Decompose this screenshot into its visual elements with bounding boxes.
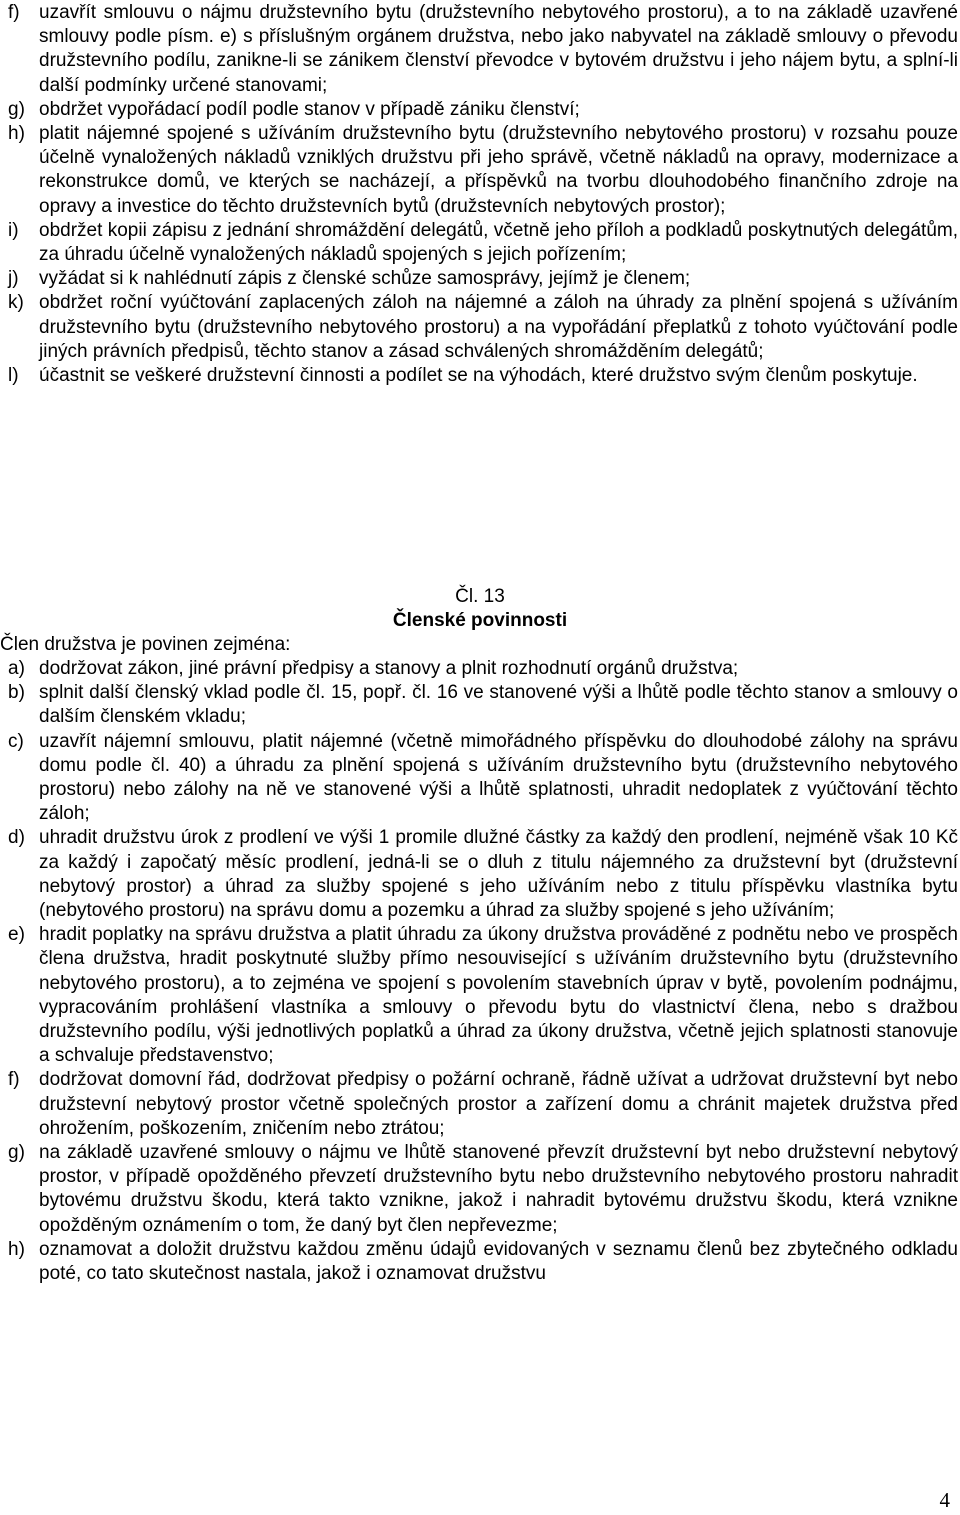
duties-list [0,657,958,1286]
list-item [0,1,958,98]
list-marker: g) [8,98,25,120]
list-marker: e) [8,924,25,946]
list-item-text: platit nájemné spojené s užíváním družstevního bytu (družstevního nebytového prostoru) v rozsahu pouze účelně vynaložených nákladů vzniklých družstvu při jeho správě, včetně nákladů na opravy, modernizace a rekonstrukce domů, ve kterých se nacházejí, a příspěvků na tvorbu dlouhodobého finančního zdroje na opravy a investice do těchto družstevních bytů (družstevních nebytových prostor); [39,123,958,217]
list-marker: g) [8,1142,25,1164]
article-number: Čl. 13 [455,586,505,607]
list-item [0,826,958,923]
list-item-text: oznamovat a doložit družstvu každou změnu údajů evidovaných v seznamu členů bez zbytečného odkladu poté, co tato skutečnost nastala, jakož i oznamovat družstvu [39,1238,958,1285]
list-marker: d) [8,827,25,849]
article-title: Členské povinnosti [392,610,568,631]
list-item-text: uzavřít smlouvu o nájmu družstevního bytu (družstevního nebytového prostoru), a to na základě uzavřené smlouvy podle písm. e) s příslušným orgánem družstva, nebo jako nabyvatel na základě smlouvy o převodu družstevního podílu, zanikne-li se zánikem členství převodce v bytovém družstvu i jeho nájem bytu, a splní-li další podmínky určené stanovami; [39,2,958,96]
list-item-text: obdržet roční vyúčtování zaplacených záloh na nájemné a záloh na úhrady za plnění spojená s užíváním družstevního bytu (družstevního nebytového prostoru) a na vypořádání přeplatků z tohoto vyúčtování podle jiných právních předpisů, těchto stanov a zásad schválených shromážděním delegátů; [39,292,958,362]
list-item [0,1238,958,1286]
list-item [0,1141,958,1238]
list-item [0,364,958,388]
list-item-text: obdržet vypořádací podíl podle stanov v případě zániku členství; [39,98,580,120]
list-item-text: splnit další členský vklad podle čl. 15, popř. čl. 16 ve stanovené výši a lhůtě podle těchto stanov a smlouvy o dalším členském vkladu; [39,682,958,728]
list-item-text: uzavřít nájemní smlouvu, platit nájemné (včetně mimořádného příspěvku do dlouhodobé zálohy na správu domu podle čl. 40) a úhradu za plnění spojená s užíváním družstevního bytu (družstevního nebytového prostoru) nebo zálohy na ně ve stanovené výši a lhůtě splatnosti, uhradit nedoplatek z vyúčtování těchto záloh; [39,730,958,825]
list-marker: h) [8,1238,25,1260]
list-item [0,219,958,267]
list-item [0,267,958,291]
list-item [0,657,958,681]
list-marker: j) [8,268,19,290]
list-item [0,730,958,827]
list-marker: c) [8,730,24,752]
list-item [0,98,958,122]
list-item [0,923,958,1068]
list-marker: b) [8,682,25,704]
article-intro: Člen družstva je povinen zejména: [0,634,291,655]
list-marker: i) [8,219,19,241]
list-item-text: vyžádat si k nahlédnutí zápis z členské schůze samosprávy, jejímž je členem; [39,268,691,290]
list-marker: k) [8,292,24,314]
rights-list [0,1,958,388]
list-marker: f) [8,2,20,23]
list-item-text: uhradit družstvu úrok z prodlení ve výši 1 promile dlužné částky za každý den prodlení, nejméně však 10 Kč za každý i započatý měsíc prodlení, jedná-li se o dluh z titulu nájemného za družstevní byt (družstevní nebytový prostor) a úhrad za služby spojené s jeho užíváním nebo z titulu příspěvku vlastníka bytu (nebytového prostoru) na správu domu a pozemku a úhrad za služby spojené s jeho užíváním; [39,827,958,922]
list-item-text: na základě uzavřené smlouvy o nájmu ve lhůtě stanovené převzít družstevní byt nebo družstevní nebytový prostor, v případě opožděného převzetí družstevního bytu nebo družstevního nebytového prostoru nahradit bytovému družstvu škodu, která takto vznikne, jakož i nahradit bytovému družstvu škodu, která vznikne opožděným oznámením o tom, že daný byt člen nepřevezme; [39,1142,958,1236]
list-marker: l) [8,365,19,387]
list-marker: f) [8,1069,20,1091]
list-item [0,681,958,729]
page-number: 4 [939,1488,950,1512]
list-marker: h) [8,123,25,145]
list-item [0,122,958,219]
list-item-text: hradit poplatky na správu družstva a platit úhradu za úkony družstva prováděné z podnětu nebo ve prospěch člena družstva, hradit poskytnuté služby přímo nesouvisející s užíváním družstevního bytu (družstevního nebytového prostoru), a to zejména ve spojení s povolením stavebních úprav v bytě, povolením podnájmu, vypracováním prohlášení vlastníka a smlouvy o převodu bytu do vlastnictví člena, nebo s dražbou družstevního podílu, výši jednotlivých poplatků a úhrad za úkony družstva, včetně jejich splatnosti stanovuje a schvaluje představenstvo; [39,924,958,1067]
list-item-text: obdržet kopii zápisu z jednání shromáždění delegátů, včetně jeho příloh a podkladů poskytnutých delegátům, za úhradu účelně vynaložených nákladů spojených s jejich pořízením; [39,219,958,266]
list-item [0,1068,958,1141]
list-item-text: účastnit se veškeré družstevní činnosti a podílet se na výhodách, které družstvo svým členům poskytuje. [39,365,918,387]
list-item [0,291,958,364]
list-item-text: dodržovat zákon, jiné právní předpisy a stanovy a plnit rozhodnutí orgánů družstva; [39,658,739,679]
list-item-text: dodržovat domovní řád, dodržovat předpisy o požární ochraně, řádně užívat a udržovat družstevní byt nebo družstevní nebytový prostor včetně společných prostor a zařízení domu a chránit majetek družstva před ohrožením, poškozením, zničením nebo ztrátou; [39,1069,958,1139]
list-marker: a) [8,658,25,679]
